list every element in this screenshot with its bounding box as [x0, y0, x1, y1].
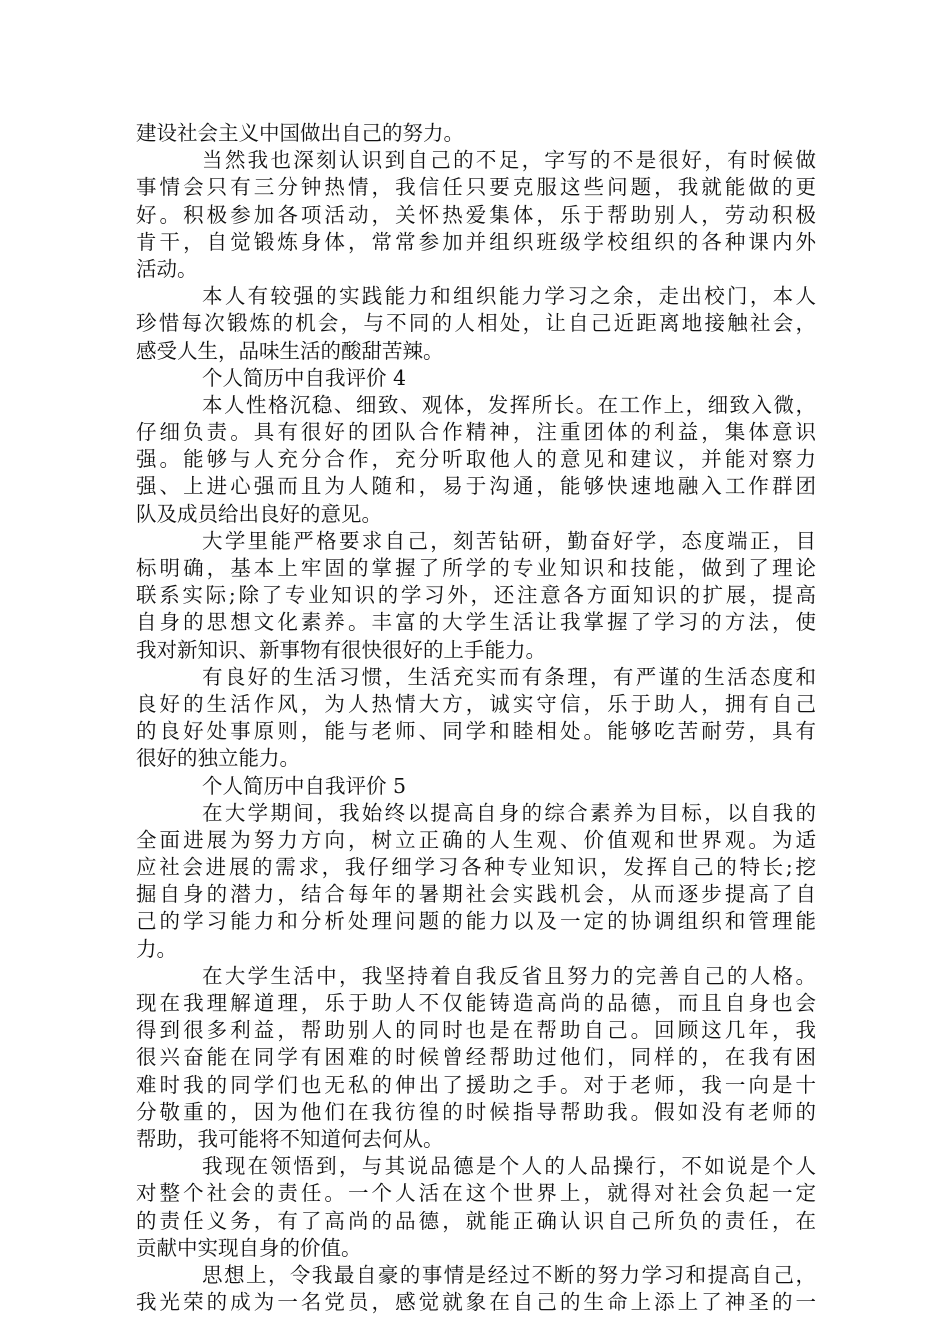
text-line: 得到很多利益，帮助别人的同时也是在帮助自己。回顾这几年，我	[136, 1018, 816, 1043]
document-body	[136, 120, 816, 1316]
text-line: 己的学习能力和分析处理问题的能力以及一定的协调组织和管理能	[136, 909, 816, 934]
text-line: 建设社会主义中国做出自己的努力。	[136, 121, 464, 145]
text-line: 的良好处事原则，能与老师、同学和睦相处。能够吃苦耐劳，具有	[136, 719, 816, 744]
text-line: 分敬重的，因为他们在我彷徨的时候指导帮助我。假如没有老师的	[136, 1099, 816, 1124]
text-line: 我光荣的成为一名党员，感觉就象在自己的生命上添上了神圣的一	[136, 1290, 816, 1315]
text-line: 强。能够与人充分合作，充分听取他人的意见和建议，并能对察力	[136, 447, 816, 472]
text-line: 本人有较强的实践能力和组织能力学习之余，走出校门，本人	[202, 284, 816, 309]
text-line: 队及成员给出良好的意见。	[136, 501, 382, 526]
text-line: 贡献中实现自身的价值。	[136, 1235, 362, 1260]
text-line: 标明确，基本上牢固的掌握了所学的专业知识和技能，做到了理论	[136, 556, 816, 580]
text-line: 当然我也深刻认识到自己的不足，字写的不是很好，有时候做	[202, 148, 816, 173]
text-line: 全面进展为努力方向，树立正确的人生观、价值观和世界观。为适	[136, 827, 816, 852]
text-line: 在大学期间，我始终以提高自身的综合素养为目标，以自我的	[202, 800, 816, 825]
text-line: 思想上，令我最自豪的事情是经过不断的努力学习和提高自己，	[202, 1262, 816, 1287]
text-line: 好。积极参加各项活动，关怀热爱集体，乐于帮助别人，劳动积极	[136, 202, 816, 227]
text-line: 很兴奋能在同学有困难的时候曾经帮助过他们，同样的，在我有困	[136, 1045, 816, 1070]
text-line: 自身的思想文化素养。丰富的大学生活让我掌握了学习的方法，使	[136, 610, 816, 635]
section-heading: 个人简历中自我评价 4	[202, 365, 407, 390]
text-line: 很好的独立能力。	[136, 746, 300, 771]
text-line: 我对新知识、新事物有很快很好的上手能力。	[136, 637, 546, 662]
text-line: 仔细负责。具有很好的团队合作精神，注重团体的利益，集体意识	[136, 420, 816, 445]
text-line: 应社会进展的需求，我仔细学习各种专业知识，发挥自己的特长;挖	[136, 855, 816, 880]
text-line: 在大学生活中，我坚持着自我反省且努力的完善自己的人格。	[202, 963, 816, 988]
text-line: 难时我的同学们也无私的伸出了援助之手。对于老师，我一向是十	[136, 1072, 816, 1097]
text-line: 联系实际;除了专业知识的学习外，还注意各方面知识的扩展，提高	[136, 583, 816, 608]
text-line: 力。	[136, 936, 177, 961]
text-line: 现在我理解道理，乐于助人不仅能铸造高尚的品德，而且自身也会	[136, 991, 816, 1015]
text-line: 事情会只有三分钟热情，我信任只要克服这些问题，我就能做的更	[136, 175, 816, 200]
text-line: 肯干，自觉锻炼身体，常常参加并组织班级学校组织的各种课内外	[136, 229, 816, 254]
text-line: 大学里能严格要求自己，刻苦钻研，勤奋好学，态度端正，目	[202, 528, 816, 553]
text-line: 掘自身的潜力，结合每年的暑期社会实践机会，从而逐步提高了自	[136, 882, 816, 907]
section-heading: 个人简历中自我评价 5	[202, 773, 407, 798]
text-line: 强、上进心强而且为人随和，易于沟通，能够快速地融入工作群团	[136, 474, 816, 499]
text-line: 珍惜每次锻炼的机会，与不同的人相处，让自己近距离地接触社会，	[136, 311, 816, 336]
text-line: 的责任义务，有了高尚的品德，就能正确认识自己所负的责任，在	[136, 1208, 816, 1233]
text-line: 有良好的生活习惯，生活充实而有条理，有严谨的生活态度和	[202, 664, 816, 689]
text-line: 活动。	[136, 256, 198, 281]
text-line: 良好的生活作风，为人热情大方，诚实守信，乐于助人，拥有自己	[136, 691, 816, 716]
text-line: 帮助，我可能将不知道何去何从。	[136, 1126, 444, 1151]
text-line: 感受人生，品味生活的酸甜苦辣。	[136, 338, 444, 363]
text-line: 我现在领悟到，与其说品德是个人的人品操行，不如说是个人	[202, 1154, 816, 1179]
text-line: 对整个社会的责任。一个人活在这个世界上，就得对社会负起一定	[136, 1181, 816, 1206]
text-line: 本人性格沉稳、细致、观体，发挥所长。在工作上，细致入微，	[202, 392, 816, 417]
